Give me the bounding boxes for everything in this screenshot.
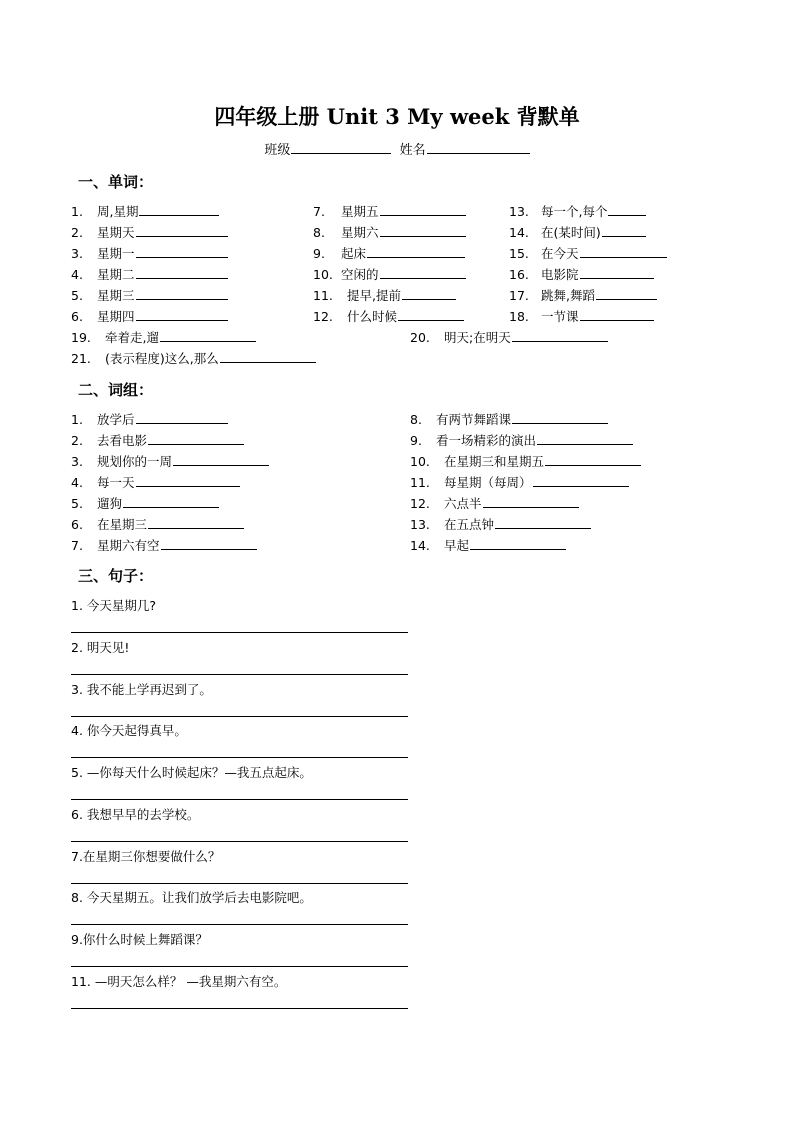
answer-blank[interactable] bbox=[220, 349, 316, 363]
answer-blank[interactable] bbox=[380, 202, 466, 216]
student-info-line bbox=[0, 140, 794, 160]
sentence-prompt: 8. 今天星期五。让我们放学后去电影院吧。 bbox=[71, 890, 312, 905]
vocab-item: 7. 星期五 bbox=[313, 202, 466, 221]
vocab-item: 4. 星期二 bbox=[71, 265, 228, 284]
vocab-item: 12. 什么时候 bbox=[313, 307, 464, 326]
phrase-item: 10. 在星期三和星期五 bbox=[410, 452, 641, 471]
sentence-prompt: 2. 明天见! bbox=[71, 640, 130, 655]
phrase-item: 8. 有两节舞蹈课 bbox=[410, 410, 608, 429]
answer-blank[interactable] bbox=[402, 286, 456, 300]
sentence-answer-line[interactable] bbox=[71, 716, 408, 717]
answer-blank[interactable] bbox=[136, 410, 228, 424]
name-label: 姓名 bbox=[399, 143, 426, 158]
answer-blank[interactable] bbox=[483, 494, 579, 508]
answer-blank[interactable] bbox=[512, 410, 608, 424]
answer-blank[interactable] bbox=[495, 515, 591, 529]
vocab-item: 15. 在今天 bbox=[509, 244, 667, 263]
answer-blank[interactable] bbox=[470, 536, 566, 550]
sentence-prompt: 1. 今天星期几? bbox=[71, 598, 157, 613]
vocab-item: 20. 明天;在明天 bbox=[410, 328, 608, 347]
answer-blank[interactable] bbox=[367, 244, 465, 258]
sentence-answer-line[interactable] bbox=[71, 1008, 408, 1009]
vocab-item: 8. 星期六 bbox=[313, 223, 466, 242]
vocab-item: 11. 提早,提前 bbox=[313, 286, 456, 305]
answer-blank[interactable] bbox=[148, 431, 244, 445]
sentence-prompt: 5. —你每天什么时候起床？—我五点起床。 bbox=[71, 765, 312, 780]
answer-blank[interactable] bbox=[136, 244, 228, 258]
vocab-item: 14. 在(某时间) bbox=[509, 223, 646, 242]
vocab-item: 13. 每一个,每个 bbox=[509, 202, 646, 221]
vocab-item: 5. 星期三 bbox=[71, 286, 228, 305]
sentence-prompt: 4. 你今天起得真早。 bbox=[71, 723, 187, 738]
answer-blank[interactable] bbox=[148, 515, 244, 529]
sentence-answer-line[interactable] bbox=[71, 757, 408, 758]
sentence-prompt: 3. 我不能上学再迟到了。 bbox=[71, 682, 212, 697]
phrase-item: 12. 六点半 bbox=[410, 494, 579, 513]
sentence-answer-line[interactable] bbox=[71, 924, 408, 925]
vocab-item: 1. 周,星期 bbox=[71, 202, 219, 221]
answer-blank[interactable] bbox=[545, 452, 641, 466]
phrase-item: 9. 看一场精彩的演出 bbox=[410, 431, 633, 450]
answer-blank[interactable] bbox=[136, 265, 228, 279]
class-blank[interactable] bbox=[291, 140, 391, 154]
phrase-item: 4. 每一天 bbox=[71, 473, 240, 492]
sentence-answer-line[interactable] bbox=[71, 632, 408, 633]
answer-blank[interactable] bbox=[580, 265, 654, 279]
sentence-prompt: 11. —明天怎么样？ —我星期六有空。 bbox=[71, 974, 287, 989]
sentences-heading: 三、句子： bbox=[78, 567, 154, 585]
answer-blank[interactable] bbox=[123, 494, 219, 508]
phrase-item: 5. 遛狗 bbox=[71, 494, 219, 513]
vocab-heading: 一、单词： bbox=[78, 173, 154, 191]
sentence-prompt: 6. 我想早早的去学校。 bbox=[71, 807, 200, 822]
answer-blank[interactable] bbox=[398, 307, 464, 321]
answer-blank[interactable] bbox=[136, 286, 228, 300]
answer-blank[interactable] bbox=[173, 452, 269, 466]
answer-blank[interactable] bbox=[380, 223, 466, 237]
answer-blank[interactable] bbox=[537, 431, 633, 445]
sentence-answer-line[interactable] bbox=[71, 883, 408, 884]
vocab-item: 21. (表示程度)这么,那么 bbox=[71, 349, 316, 368]
vocab-item: 6. 星期四 bbox=[71, 307, 228, 326]
answer-blank[interactable] bbox=[139, 202, 219, 216]
answer-blank[interactable] bbox=[512, 328, 608, 342]
phrases-heading: 二、词组： bbox=[78, 381, 154, 399]
phrase-item: 14. 早起 bbox=[410, 536, 566, 555]
name-blank[interactable] bbox=[427, 140, 530, 154]
answer-blank[interactable] bbox=[161, 536, 257, 550]
vocab-item: 10. 空闲的 bbox=[313, 265, 466, 284]
sentence-prompt: 7.在星期三你想要做什么？ bbox=[71, 849, 221, 864]
sentence-prompt: 9.你什么时候上舞蹈课？ bbox=[71, 932, 208, 947]
phrase-item: 13. 在五点钟 bbox=[410, 515, 591, 534]
vocab-item: 17. 跳舞,舞蹈 bbox=[509, 286, 657, 305]
answer-blank[interactable] bbox=[533, 473, 629, 487]
answer-blank[interactable] bbox=[136, 473, 240, 487]
vocab-item: 9. 起床 bbox=[313, 244, 465, 263]
answer-blank[interactable] bbox=[136, 307, 228, 321]
phrase-item: 7. 星期六有空 bbox=[71, 536, 257, 555]
sentence-answer-line[interactable] bbox=[71, 799, 408, 800]
phrase-item: 2. 去看电影 bbox=[71, 431, 244, 450]
vocab-item: 3. 星期一 bbox=[71, 244, 228, 263]
answer-blank[interactable] bbox=[580, 307, 654, 321]
answer-blank[interactable] bbox=[380, 265, 466, 279]
phrase-item: 1. 放学后 bbox=[71, 410, 228, 429]
answer-blank[interactable] bbox=[596, 286, 657, 300]
sentence-answer-line[interactable] bbox=[71, 674, 408, 675]
phrase-item: 6. 在星期三 bbox=[71, 515, 244, 534]
class-label: 班级 bbox=[264, 143, 291, 158]
vocab-item: 2. 星期天 bbox=[71, 223, 228, 242]
sentence-answer-line[interactable] bbox=[71, 966, 408, 967]
answer-blank[interactable] bbox=[136, 223, 228, 237]
page-title: 四年级上册 Unit 3 My week 背默单 bbox=[214, 104, 580, 129]
sentence-answer-line[interactable] bbox=[71, 841, 408, 842]
phrase-item: 11. 每星期（每周） bbox=[410, 473, 629, 492]
answer-blank[interactable] bbox=[580, 244, 667, 258]
vocab-item: 16. 电影院 bbox=[509, 265, 654, 284]
answer-blank[interactable] bbox=[602, 223, 646, 237]
answer-blank[interactable] bbox=[608, 202, 646, 216]
vocab-item: 18. 一节课 bbox=[509, 307, 654, 326]
phrase-item: 3. 规划你的一周 bbox=[71, 452, 269, 471]
answer-blank[interactable] bbox=[160, 328, 256, 342]
vocab-item: 19. 牵着走,遛 bbox=[71, 328, 256, 347]
